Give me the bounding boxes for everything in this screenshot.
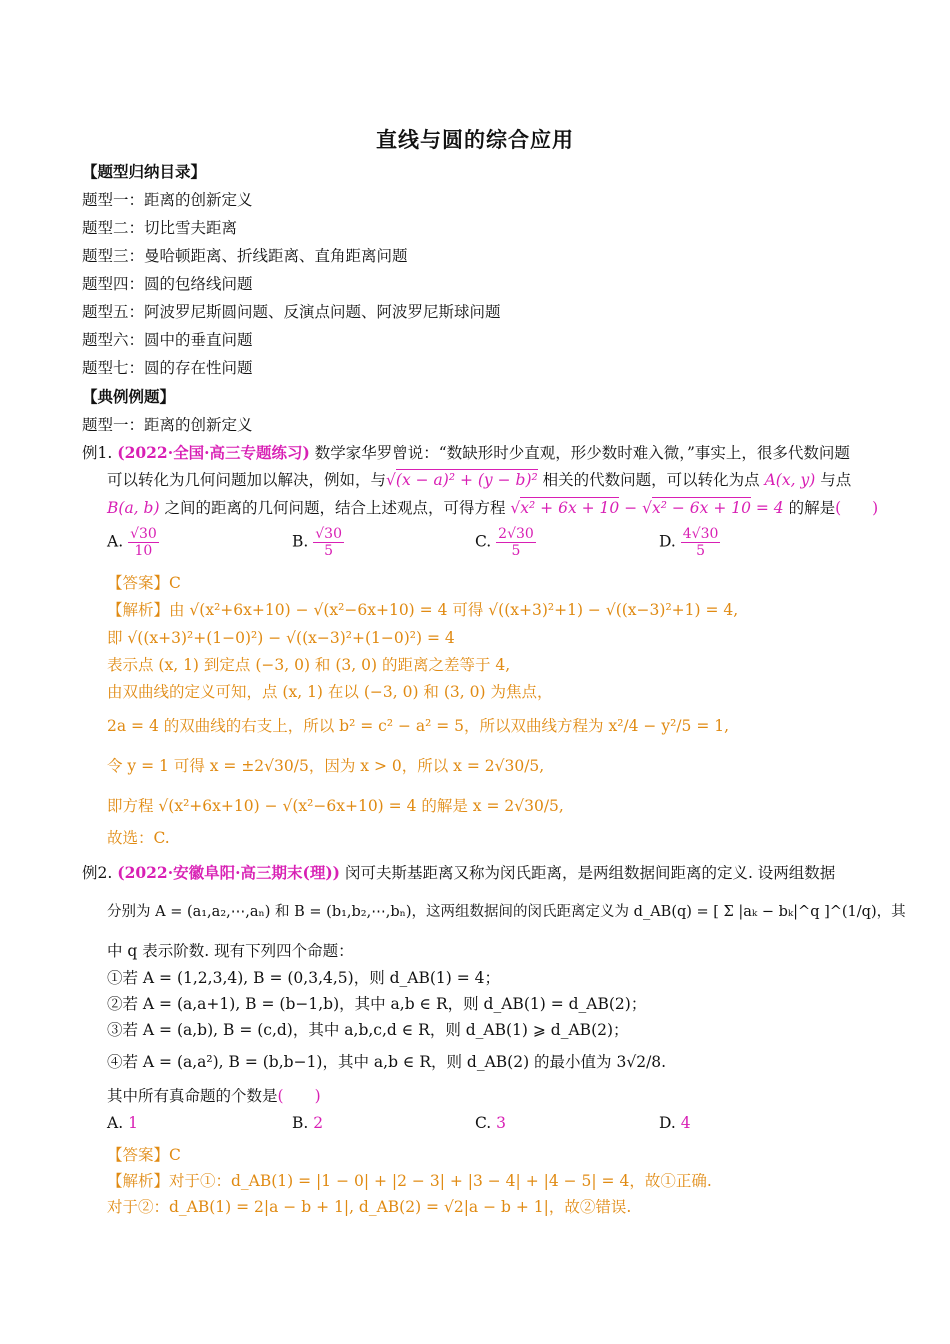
section-heading: 题型一：距离的创新定义 <box>82 416 253 434</box>
ex2-prop: ③若 A = (a,b), B = (c,d)，其中 a,b,c,d ∈ R，则 d_AB(1) ⩾ d_AB(2)； <box>107 1021 629 1039</box>
ex2-analysis-line: 【解析】对于①：d_AB(1) = |1 − 0| + |2 − 3| + |3 − 4| + |4 − 5| = 4，故①正确. <box>107 1172 712 1190</box>
ex1-analysis-line: 表示点 (x, 1) 到定点 (−3, 0) 和 (3, 0) 的距离之差等于 4, <box>107 656 511 674</box>
ex2-options <box>107 1114 827 1138</box>
ex2-prop: ②若 A = (a,a+1), B = (b−1,b)，其中 a,b ∈ R，则 d_AB(1) = d_AB(2)； <box>107 995 647 1013</box>
ex1-label: 例1. <box>82 444 113 462</box>
ex1-analysis-line: 2a = 4 的双曲线的右支上，所以 b² = c² − a² = 5，所以双曲线方程为 x²/4 − y²/5 = 1, <box>107 717 730 735</box>
toc-item: 题型三：曼哈顿距离、折线距离、直角距离问题 <box>82 247 408 265</box>
page-title: 直线与圆的综合应用 <box>376 127 574 152</box>
option-d[interactable]: D. 4 <box>659 1114 691 1132</box>
ex1-analysis-line: 【解析】由 √(x²+6x+10) − √(x²−6x+10) = 4 可得 √((x+3)²+1) − √((x−3)²+1) = 4, <box>107 601 739 619</box>
ex1-line2: 可以转化为几何问题加以解决，例如，与√(x − a)² + (y − b)² 相关的代数问题，可以转化为点 A(x, y) 与点 <box>107 471 852 489</box>
toc-item: 题型五：阿波罗尼斯圆问题、反演点问题、阿波罗尼斯球问题 <box>82 303 501 321</box>
option-d[interactable]: D. $\frac{4√30}{5}$ <box>659 526 719 559</box>
ex1-analysis-line: 即方程 √(x²+6x+10) − √(x²−6x+10) = 4 的解是 x = 2√30/5, <box>107 797 564 815</box>
ex2-line3: 中 q 表示阶数. 现有下列四个命题： <box>107 942 354 960</box>
ex1-analysis-line: 令 y = 1 可得 x = ±2√30/5，因为 x > 0，所以 x = 2√30/5, <box>107 757 545 775</box>
ex1-text: 数学家华罗曾说：“数缺形时少直观，形少数时难入微，”事实上，很多代数问题 <box>314 444 850 462</box>
toc-item: 题型二：切比雪夫距离 <box>82 219 238 237</box>
toc-item: 题型四：圆的包络线问题 <box>82 275 253 293</box>
ex2-text: 闵可夫斯基距离又称为闵氏距离，是两组数据间距离的定义. 设两组数据 <box>344 864 836 882</box>
ex1-source: (2022·全国·高三专题练习) <box>117 443 310 462</box>
ex1-line1 <box>82 441 850 463</box>
option-c[interactable]: C. 3 <box>475 1114 507 1132</box>
toc-item: 题型六：圆中的垂直问题 <box>82 331 253 349</box>
ex2-label: 例2. <box>82 864 113 882</box>
ex1-answer: 【答案】C <box>107 574 181 592</box>
toc-header: 【题型归纳目录】 <box>82 162 207 181</box>
ex2-answer: 【答案】C <box>107 1146 181 1164</box>
option-a[interactable]: A. 1 <box>107 1114 138 1132</box>
ex2-prop: ④若 A = (a,a²), B = (b,b−1)，其中 a,b ∈ R，则 d_AB(2) 的最小值为 3√2/8. <box>107 1053 667 1071</box>
option-c[interactable]: C. $\frac{2√30}{5}$ <box>475 526 534 559</box>
option-b[interactable]: B. $\frac{√30}{5}$ <box>292 526 343 559</box>
ex1-analysis-line: 即 √((x+3)²+(1−0)²) − √((x−3)²+(1−0)²) = 4 <box>107 629 455 647</box>
ex1-line3: B(a, b) 之间的距离的几何问题，结合上述观点，可得方程 √x² + 6x + 10 − √x² − 6x + 10 = 4 的解是( ) <box>107 499 879 517</box>
ex2-prop: ①若 A = (1,2,3,4), B = (0,3,4,5)，则 d_AB(1) = 4； <box>107 969 501 987</box>
option-a[interactable]: A. $\frac{√30}{10}$ <box>107 526 157 559</box>
option-b[interactable]: B. 2 <box>292 1114 324 1132</box>
ex2-analysis-line: 对于②：d_AB(1) = 2|a − b + 1|, d_AB(2) = √2|a − b + 1|，故②错误. <box>107 1198 632 1216</box>
ex1-analysis-line: 故选：C. <box>107 829 170 847</box>
toc-item: 题型一：距离的创新定义 <box>82 191 253 209</box>
toc-item: 题型七：圆的存在性问题 <box>82 359 253 377</box>
ex2-source: (2022·安徽阜阳·高三期末(理)) <box>117 863 341 882</box>
ex2-line2: 分别为 A = (a₁,a₂,⋯,aₙ) 和 B = (b₁,b₂,⋯,bₙ)，这两组数据间的闵氏距离定义为 d_AB(q) = [ Σ |aₖ − bₖ|^q ]^(1/q)，其 <box>107 904 906 920</box>
ex1-options <box>107 526 827 562</box>
examples-header: 【典例例题】 <box>82 387 176 406</box>
ex2-line1 <box>82 861 835 883</box>
ex1-analysis-line: 由双曲线的定义可知，点 (x, 1) 在以 (−3, 0) 和 (3, 0) 为焦点， <box>107 683 553 701</box>
ex2-question: 其中所有真命题的个数是( ) <box>107 1087 321 1105</box>
